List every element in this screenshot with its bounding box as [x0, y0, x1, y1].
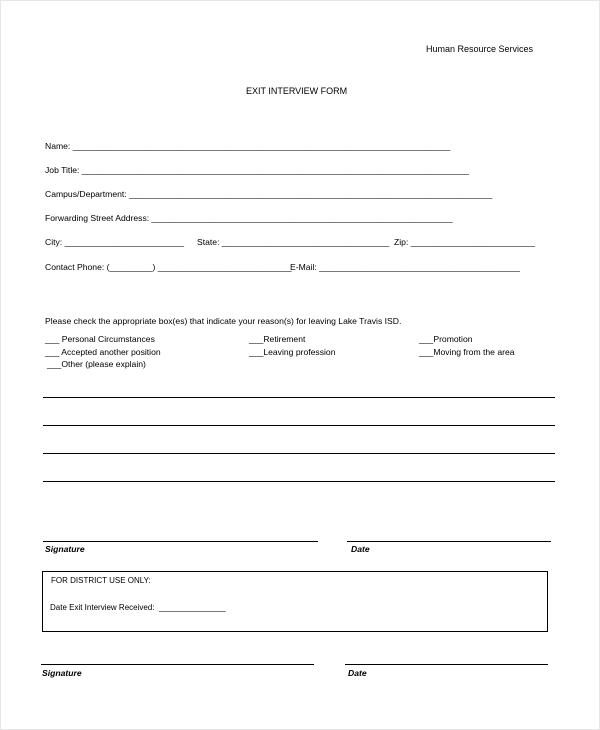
signature-line[interactable]	[43, 541, 318, 542]
signature-label: Signature	[45, 544, 85, 554]
reason-personal-circumstances[interactable]: ___ Personal Circumstances	[45, 334, 155, 344]
signature-label: Signature	[42, 668, 82, 678]
date-line[interactable]	[345, 664, 548, 665]
explain-line[interactable]	[43, 397, 555, 398]
reason-promotion[interactable]: ___Promotion	[419, 334, 473, 344]
signature-line[interactable]	[41, 664, 314, 665]
contact-phone-field[interactable]: Contact Phone: (_________) ____________________________	[45, 262, 292, 272]
city-field[interactable]: City: _________________________	[45, 237, 185, 247]
forwarding-address-field[interactable]: Forwarding Street Address: _______________________________________________________________	[45, 213, 453, 223]
job-title-field[interactable]: Job Title: _________________________________________________________________________________	[45, 165, 469, 175]
date-label: Date	[351, 544, 370, 554]
department-name: Human Resource Services	[426, 44, 534, 54]
name-field[interactable]: Name: _______________________________________________________________________________	[45, 141, 451, 151]
district-use-heading: FOR DISTRICT USE ONLY:	[51, 576, 151, 585]
explain-line[interactable]	[43, 425, 555, 426]
explain-line[interactable]	[43, 481, 555, 482]
date-received-field[interactable]: Date Exit Interview Received: _______________	[50, 603, 226, 612]
reasons-prompt: Please check the appropriate box(es) that indicate your reason(s) for leaving Lake Travis ISD.	[45, 316, 402, 326]
campus-department-field[interactable]: Campus/Department: ____________________________________________________________________________	[45, 189, 493, 199]
explain-line[interactable]	[43, 453, 555, 454]
reason-other[interactable]: ___Other (please explain)	[47, 359, 146, 369]
reason-accepted-another-position[interactable]: ___ Accepted another position	[45, 347, 161, 357]
form-title: EXIT INTERVIEW FORM	[246, 86, 348, 96]
reason-moving[interactable]: ___Moving from the area	[419, 347, 515, 357]
email-field[interactable]: E-Mail: __________________________________________	[290, 262, 520, 272]
date-label: Date	[348, 668, 367, 678]
date-line[interactable]	[347, 541, 551, 542]
zip-field[interactable]: Zip: __________________________	[394, 237, 535, 247]
reason-retirement[interactable]: ___Retirement	[249, 334, 306, 344]
reason-leaving-profession[interactable]: ___Leaving profession	[249, 347, 336, 357]
state-field[interactable]: State: ___________________________________	[197, 237, 390, 247]
district-use-box	[42, 571, 548, 632]
